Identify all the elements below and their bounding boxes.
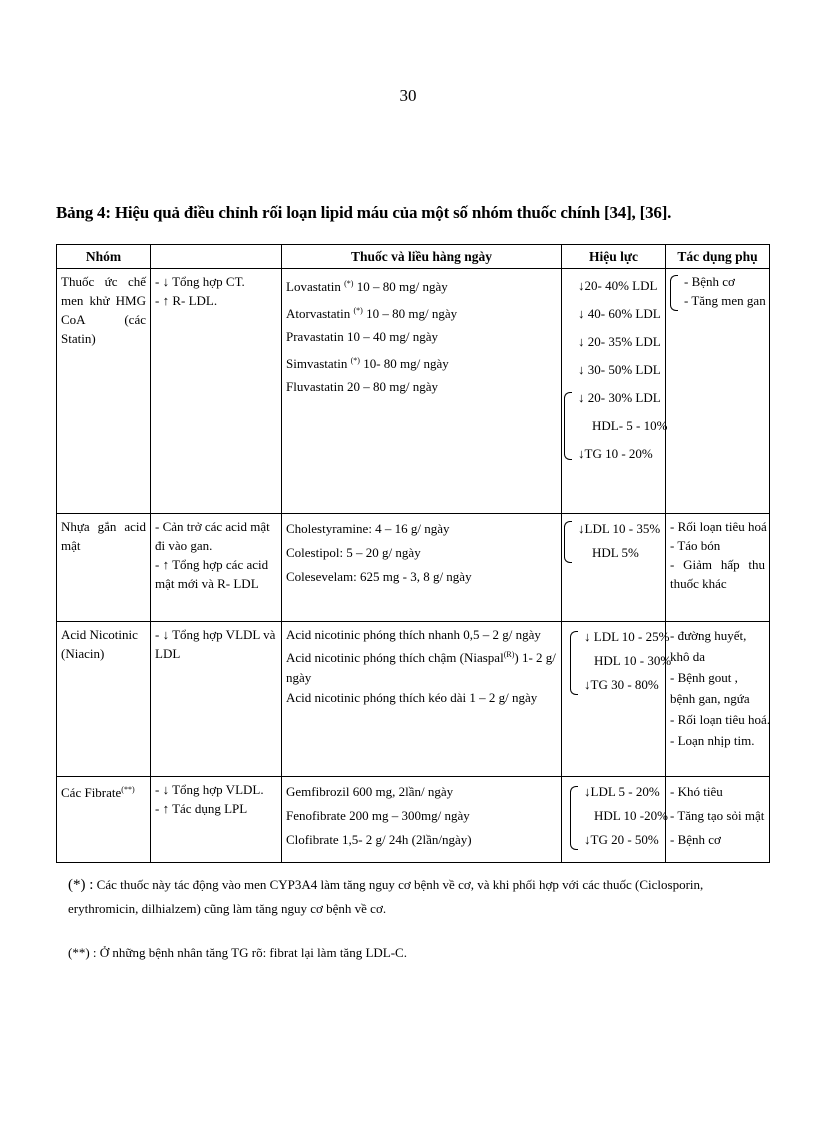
mechanism-line: - ↓ Tổng hợp VLDL. xyxy=(155,782,264,797)
cell-drugs xyxy=(282,514,562,622)
effect-bracket-group xyxy=(564,384,668,468)
drug-line: Fenofibrate 200 mg – 300mg/ ngày xyxy=(286,808,470,823)
effect-line: ↓TG 30 - 80% xyxy=(584,677,659,692)
side-effect-line: - Tăng men gan xyxy=(684,293,766,308)
side-effects-bracket-group xyxy=(670,272,765,310)
drug-dose: 10- 80 mg/ ngày xyxy=(359,355,449,371)
cell-drugs xyxy=(282,777,562,863)
footnote-text: Các thuốc này tác động vào men CYP3A4 làm tăng nguy cơ bệnh về cơ, và khi phối hợp với các thuốc (Ciclosporin, erythromicin, dilhialzem) cũng làm tăng nguy cơ bệnh về cơ. xyxy=(68,877,704,916)
header-group: Nhóm xyxy=(57,245,151,269)
drug-name: Pravastatin xyxy=(286,329,344,344)
side-effect-line: - Loạn nhịp tim. xyxy=(670,733,755,748)
footnote-text: : Ở những bệnh nhân tăng TG rõ: fibrat lại làm tăng LDL-C. xyxy=(89,945,407,960)
effect-bracket-group xyxy=(570,780,668,852)
header-mechanism xyxy=(151,245,282,269)
effect-line: ↓ 40- 60% LDL xyxy=(578,306,661,321)
drug-dose: 10 – 80 mg/ ngày xyxy=(353,279,448,294)
brace-icon xyxy=(570,631,578,695)
cell-effect xyxy=(562,269,666,514)
drug-line: Acid nicotinic phóng thích kéo dài 1 – 2 g/ ngày xyxy=(286,690,538,705)
footnote-mark: (*) : xyxy=(68,877,94,893)
effect-bracket-group xyxy=(564,517,661,565)
drug-line: Colestipol: 5 – 20 g/ ngày xyxy=(286,545,421,560)
cell-side-effects xyxy=(666,514,770,622)
group-label: Acid Nicotinic (Niacin) xyxy=(61,627,138,661)
registered-mark: (R) xyxy=(503,650,515,659)
header-side-effects: Tác dụng phụ xyxy=(666,245,770,269)
brace-icon xyxy=(670,275,678,311)
table-title: Bảng 4: Hiệu quả điều chỉnh rối loạn lipid máu của một số nhóm thuốc chính [34], [36]. xyxy=(56,203,672,222)
side-effect-line: - Bệnh cơ xyxy=(670,832,721,847)
drug-dose: 10 – 80 mg/ ngày xyxy=(362,305,458,321)
effect-line: ↓ 20- 35% LDL xyxy=(578,334,661,349)
drug-line xyxy=(286,272,557,299)
drug-line: Clofibrate 1,5- 2 g/ 24h (2lần/ngày) xyxy=(286,832,472,847)
mechanism-line: - Cản trở các acid mật đi vào gan. xyxy=(155,519,270,553)
group-label: Thuốc ức chế men khử HMG CoA (các Statin) xyxy=(61,274,146,346)
drug-line: Cholestyramine: 4 – 16 g/ ngày xyxy=(286,521,450,536)
table-row-statins xyxy=(57,269,770,514)
header-effect: Hiệu lực xyxy=(562,245,666,269)
drug-line xyxy=(286,325,557,349)
footnote-fibrate xyxy=(68,941,768,965)
effect-line: ↓20- 40% LDL xyxy=(578,278,658,293)
drug-name: Atorvastatin xyxy=(286,305,351,321)
drug-line: Colesevelam: 625 mg - 3, 8 g/ ngày xyxy=(286,569,472,584)
group-label: Các Fibrate(**) xyxy=(61,785,135,800)
cell-side-effects xyxy=(666,622,770,777)
mechanism-line: - ↑ R- LDL. xyxy=(155,293,218,308)
table-row-fibrates xyxy=(57,777,770,863)
drug-dose: 20 – 80 mg/ ngày xyxy=(343,379,439,394)
drug-line xyxy=(286,349,557,376)
side-effect-line: - Giảm hấp thu thuốc khác xyxy=(670,557,765,591)
side-effect-line: - đường huyết, khô da xyxy=(670,628,747,664)
lipid-drug-table xyxy=(56,244,770,863)
effect-line: ↓TG 10 - 20% xyxy=(578,446,653,461)
footnote-mark: (*) xyxy=(344,279,354,288)
drug-line xyxy=(286,375,557,399)
cell-mechanism xyxy=(151,514,282,622)
footnote-mark: (*) xyxy=(353,305,363,315)
cell-effect xyxy=(562,622,672,777)
effect-line: ↓ 30- 50% LDL xyxy=(578,362,661,377)
drug-name: Simvastatin xyxy=(286,355,348,371)
effect-line: ↓LDL 5 - 20% xyxy=(584,784,660,799)
page-number: 30 xyxy=(399,86,417,105)
cell-drugs xyxy=(282,269,562,514)
brace-icon xyxy=(570,786,578,850)
effect-line: ↓ LDL 10 - 25% xyxy=(584,629,670,644)
cell-effect xyxy=(562,514,666,622)
side-effect-line: - Bệnh gout , bệnh gan, ngứa xyxy=(670,670,750,706)
drug-name: Lovastatin xyxy=(286,279,341,294)
cell-mechanism xyxy=(151,777,282,863)
drug-line: Acid nicotinic phóng thích nhanh 0,5 – 2 g/ ngày xyxy=(286,627,541,642)
effect-line: ↓ 20- 30% LDL xyxy=(578,390,661,405)
effect-line: HDL 5% xyxy=(592,545,639,560)
effect-line: HDL 10 - 30% xyxy=(594,653,672,668)
mechanism-line: - ↑ Tác dụng LPL xyxy=(155,801,248,816)
footnote-mark: (**) xyxy=(68,945,90,960)
footnote-mark: (**) xyxy=(121,785,135,794)
cell-side-effects xyxy=(666,777,770,863)
side-effect-line: - Khó tiêu xyxy=(670,784,723,799)
drug-line: Gemfibrozil 600 mg, 2lần/ ngày xyxy=(286,784,454,799)
cell-group xyxy=(57,269,151,514)
effect-line: HDL 10 -20% xyxy=(594,808,668,823)
header-drugs: Thuốc và liều hàng ngày xyxy=(282,245,562,269)
side-effect-line: - Rối loạn tiêu hoá xyxy=(670,519,767,534)
effect-line: ↓LDL 10 - 35% xyxy=(578,521,661,536)
cell-side-effects xyxy=(666,269,770,514)
cell-group xyxy=(57,622,151,777)
cell-group xyxy=(57,514,151,622)
footnote-mark: (*) xyxy=(350,355,360,365)
drug-line xyxy=(286,299,557,326)
side-effect-line: - Tăng tạo sỏi mật xyxy=(670,808,765,823)
drug-dose: 10 – 40 mg/ ngày xyxy=(343,329,439,344)
table-row-niacin xyxy=(57,622,770,777)
mechanism-line: - ↓ Tổng hợp CT. xyxy=(155,274,245,289)
effect-bracket-group xyxy=(570,625,672,697)
brace-icon xyxy=(564,392,572,460)
effect-line: HDL- 5 - 10% xyxy=(592,418,668,433)
cell-mechanism xyxy=(151,622,282,777)
table-header-row xyxy=(57,245,770,269)
side-effect-line: - Rối loạn tiêu hoá. xyxy=(670,712,771,727)
cell-drugs xyxy=(282,622,562,777)
drug-name: Fluvastatin xyxy=(286,379,344,394)
side-effect-line: - Bệnh cơ xyxy=(684,274,735,289)
cell-effect xyxy=(562,777,666,863)
drug-line: Acid nicotinic phóng thích chậm (Niaspal$^{(R)}$) 1- 2 g/ ngày xyxy=(286,650,556,685)
cell-mechanism xyxy=(151,269,282,514)
mechanism-line: - ↓ Tổng hợp VLDL và LDL xyxy=(155,627,276,661)
side-effect-line: - Táo bón xyxy=(670,538,721,553)
group-label: Nhựa gắn acid mật xyxy=(61,519,146,553)
brace-icon xyxy=(564,521,572,563)
table-row-bile-acid-resins xyxy=(57,514,770,622)
cell-group xyxy=(57,777,151,863)
mechanism-line: - ↑ Tổng hợp các acid mật mới và R- LDL xyxy=(155,557,269,591)
footnote-statin-interaction xyxy=(68,873,768,921)
effect-line: ↓TG 20 - 50% xyxy=(584,832,659,847)
